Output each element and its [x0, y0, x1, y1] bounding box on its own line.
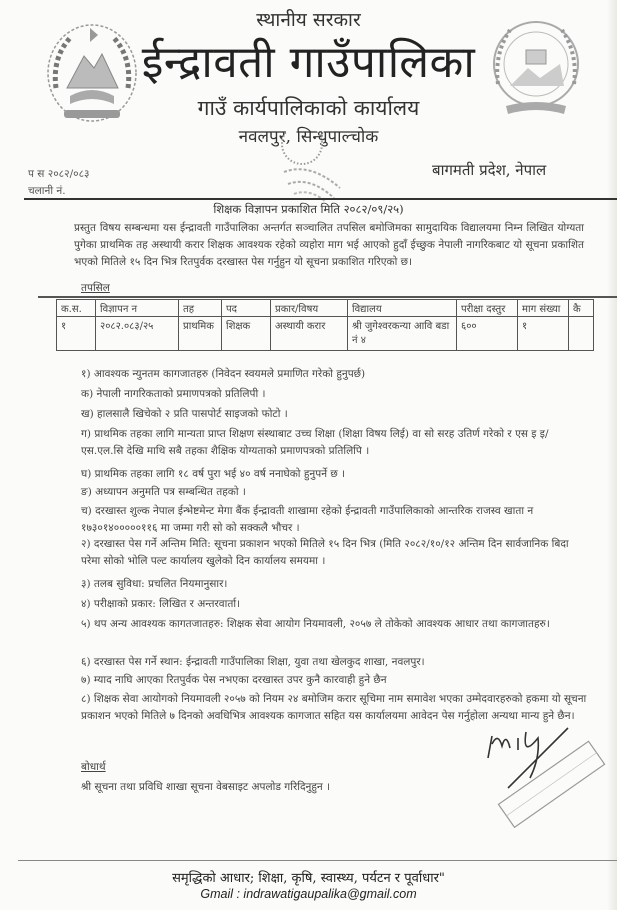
cell-ad-no: २०८२.०८३/२५ [96, 317, 179, 351]
cell-serial: १ [57, 317, 96, 351]
cell-remarks [569, 317, 594, 351]
cell-post: शिक्षक [222, 317, 271, 351]
col-header-school: विद्यालय [348, 300, 457, 317]
cell-type: अस्थायी करार [271, 317, 348, 351]
col-header-type: प्रकार/विषय [271, 300, 348, 317]
reference-number: प स २०८२/०८३ [28, 168, 90, 180]
list-item: ४) परीक्षाको प्रकार: लिखित र अन्तरवार्ता। [81, 598, 241, 610]
cell-demand: १ [518, 317, 569, 351]
list-item: ५) थप अन्य आवश्यक कागतजातहरु: शिक्षक सेवा आयोग नियमावली, २०५७ ले तोकेको आवश्यक आधार तथा कागजातहरु। [81, 618, 550, 630]
section-divider [38, 296, 617, 298]
list-item: ङ) अध्यापन अनुमति पत्र सम्बन्धित तहको । [81, 486, 246, 498]
col-header-exam-fee: परीक्षा दस्तुर [457, 300, 518, 317]
col-header-level: तह [179, 300, 222, 317]
office-name: गाउँ कार्यपालिकाको कार्यालय [197, 96, 420, 120]
footer-email: Gmail : indrawatigaupalika@gmail.com [200, 887, 417, 901]
list-item: ७) म्याद नाघि आएका रितपुर्वक पेस नभएका दरखास्त उपर कुनै कारवाही हुने छैन [81, 674, 387, 686]
col-header-remarks: कै [569, 300, 594, 317]
list-item: क) नेपाली नागरिकताको प्रमाणपत्रको प्रतिलिपी । [81, 388, 266, 400]
office-location: नवलपुर, सिन्धुपाल्चोक [238, 127, 379, 147]
col-header-ad-no: विज्ञापन न [96, 300, 179, 317]
table-header-row [57, 300, 594, 317]
schedule-label: तपसिल [81, 282, 110, 294]
list-item: ३) तलब सुविधा: प्रचलित नियमानुसार। [81, 578, 228, 590]
signature-stamp-icon [478, 718, 608, 828]
round-seal-icon [280, 132, 355, 204]
municipality-name: ईन्द्रावती गाउँपालिका [141, 37, 476, 88]
col-header-post: पद [222, 300, 271, 317]
list-item: ग) प्राथमिक तहका लागि मान्यता प्राप्त शिक्षण संस्थाबाट उच्च शिक्षा (शिक्षा विषय लिई) वा सो सरह उतिर्ण गरेको र एस इ इ/ एस.एल.सि देखि माथि सबै तहका शैक्षिक योग्यताको प्रमाणपत्रको प्रतिलिपि । [81, 428, 549, 457]
list-item: घ) प्राथमिक तहका लागि १८ वर्ष पुरा भई ४० वर्ष ननाघेको हुनुपर्ने छ । [81, 468, 346, 480]
vacancy-table [56, 299, 594, 351]
table-row [57, 317, 594, 351]
list-item: ६) दरखास्त पेस गर्ने स्थान: ईन्द्रावती गाउँपालिका शिक्षा, युवा तथा खेलकुद शाखा, नवलपुर। [81, 656, 425, 668]
list-item: च) दरखास्त शुल्क नेपाल ईन्भेष्टमेन्ट मेगा बैंक ईन्द्रावती शाखामा रहेको ईन्द्रावती गाउँपालिकाको आन्तरिक राजस्व खाता न १७३०१४०००००११६ मा जम्मा गरी सो को सक्कलै भौचर । [81, 505, 534, 534]
list-item: ख) हालसालै खिचेको २ प्रति पासपोर्ट साइजको फोटो । [81, 408, 288, 420]
dispatch-number: चलानी नं. [28, 185, 66, 197]
province-label: बागमती प्रदेश, नेपाल [432, 161, 547, 179]
local-government-label: स्थानीय सरकार [256, 9, 361, 31]
col-header-serial: क.स. [57, 300, 96, 317]
cell-level: प्राथमिक [179, 317, 222, 351]
list-item: १) आवश्यक न्युनतम कागजातहरु (निवेदन स्वयमले प्रमाणित गरेको हुनुपर्छ) [81, 368, 366, 380]
cc-text: श्री सूचना तथा प्रविधि शाखा सूचना वेबसाइट अपलोड गरिदिनुहुन । [81, 781, 331, 793]
list-item: ८) शिक्षक सेवा आयोगको नियमावली २०५७ को नियम २४ बमोजिम करार सूचिमा नाम समावेश भएका उम्मेदवारहरुको हकमा यो सूचना प्रकाशन भएको मितिले ७ दिनको अवधिभित्र आवश्यक कागजात सहित यस कार्यालयमा आवेदन पेस गर्नुहोला अन्यथा मान्य हुने छैन। [81, 693, 587, 722]
col-header-demand: माग संख्या [518, 300, 569, 317]
list-item: २) दरखास्त पेस गर्ने अन्तिम मिति: सूचना प्रकाशन भएको मितिले १५ दिन भित्र (मिति २०८२/१०/१२ अन्तिम दिन सार्वजानिक बिदा परेमा सोको भोलि पल्ट कार्यालय खुलेको दिन कार्यालय समयमा । [81, 538, 569, 567]
footer-divider [18, 860, 617, 861]
cell-exam-fee: ६०० [457, 317, 518, 351]
notice-title: शिक्षक विज्ञापन प्रकाशित मिति २०८२/०९/२५) [213, 202, 404, 216]
cc-label: बोधार्थ [81, 761, 106, 773]
cell-school: श्री जुगेश्वरकन्या आवि बडा नं ४ [348, 317, 457, 351]
header-divider [24, 198, 617, 200]
footer-motto: समृद्धिको आधार; शिक्षा, कृषि, स्वास्थ्य, पर्यटन र पूर्वाधार" [172, 871, 445, 886]
notice-intro: प्रस्तुत विषय सम्बन्धमा यस ईन्द्रावती गाउँपालिका अन्तर्गत सञ्चालित तपसिल बमोजिमका सामुदायिक विद्यालयमा निम्न लिखित योग्यता पुगेका प्राथमिक तह अस्थायी करार शिक्षक आवश्यक रहेको व्यहोरा माग भई आएको हुदाँ ईच्छुक नेपाली नागरिकबाट यो सूचना प्रकाशित भएको मितिले १५ दिन भित्र रितपुर्वक दरखास्त पेस गर्नुहुन यो सूचना प्रकाशित गरिएको छ। [74, 222, 584, 268]
